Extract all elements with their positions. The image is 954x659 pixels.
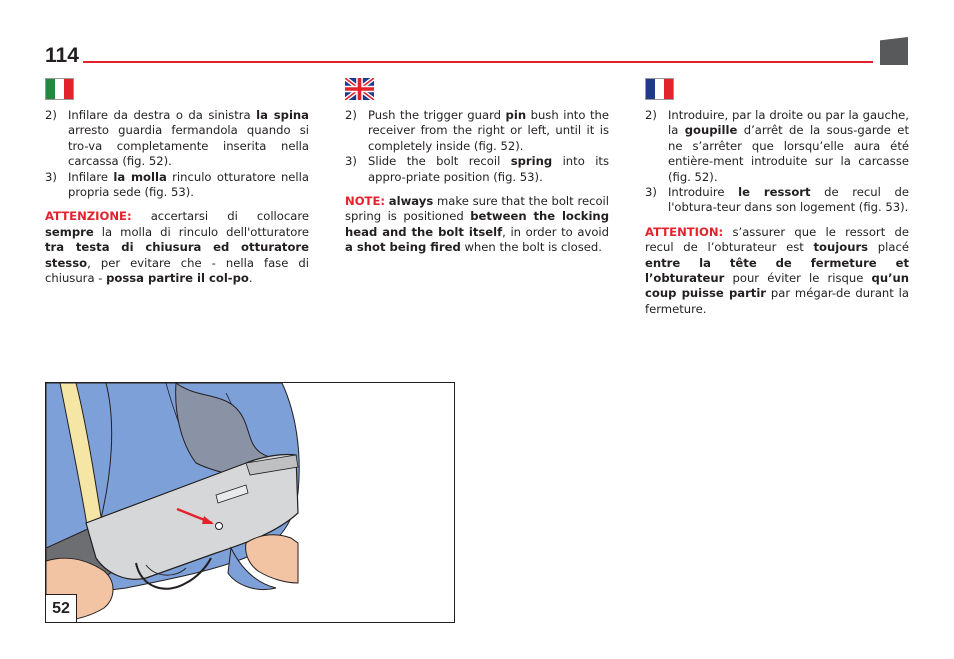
french-flag-icon [645, 78, 674, 100]
english-column [345, 78, 609, 256]
receiver-pin-illustration [46, 383, 454, 622]
french-step-3: 3) Introduire le ressort de recul de l'obtura-teur dans son logement (fig. 53). [645, 185, 909, 215]
italian-step-3: 3) Infilare la molla rinculo otturatore nella propria sede (fig. 53). [45, 169, 309, 200]
italian-warning-note: ATTENZIONE: accertarsi di collocare sempre la molla di rinculo dell'otturatore tra testa di chiusura ed otturatore stesso, per evitare che - nella fase di chiusura - possa partire il col-po. [45, 209, 309, 286]
english-step-2: 2) Push the trigger guard pin bush into the receiver from the right or left, until it is completely inside (fig. 52). [345, 108, 609, 153]
italian-flag-icon [45, 78, 74, 100]
corner-tab [880, 37, 908, 65]
figure-number-label: 52 [46, 594, 77, 622]
italian-step-2: 2) Infilare da destra o da sinistra la spina arresto guardia fermandola quando si tro-va completamente inserita nella carcassa (fig. 52). [45, 108, 309, 169]
english-warning-note: NOTE: always make sure that the bolt recoil spring is positioned between the locking head and the bolt itself, in order to avoid a shot being fired when the bolt is closed. [345, 194, 609, 255]
french-column [645, 78, 909, 317]
french-step-2: 2) Introduire, par la droite ou par la gauche, la goupille d’arrêt de la sous-garde et ne s’arrêter que lorsqu’elle aura été entière-ment introduite sur la carcasse (fig. 52). [645, 108, 909, 184]
header-rule [83, 61, 873, 63]
page-number: 114 [45, 44, 79, 67]
italian-column [45, 78, 309, 286]
figure-52 [45, 382, 455, 623]
english-step-3: 3) Slide the bolt recoil spring into its appro-priate position (fig. 53). [345, 154, 609, 184]
union-jack-flag-icon [345, 78, 374, 100]
french-warning-note: ATTENTION: s’assurer que le ressort de recul de l’obturateur est toujours placé entre la tête de fermeture et l’obturateur pour éviter le risque qu’un coup puisse partir par mégar-de durant la fermeture. [645, 224, 909, 316]
